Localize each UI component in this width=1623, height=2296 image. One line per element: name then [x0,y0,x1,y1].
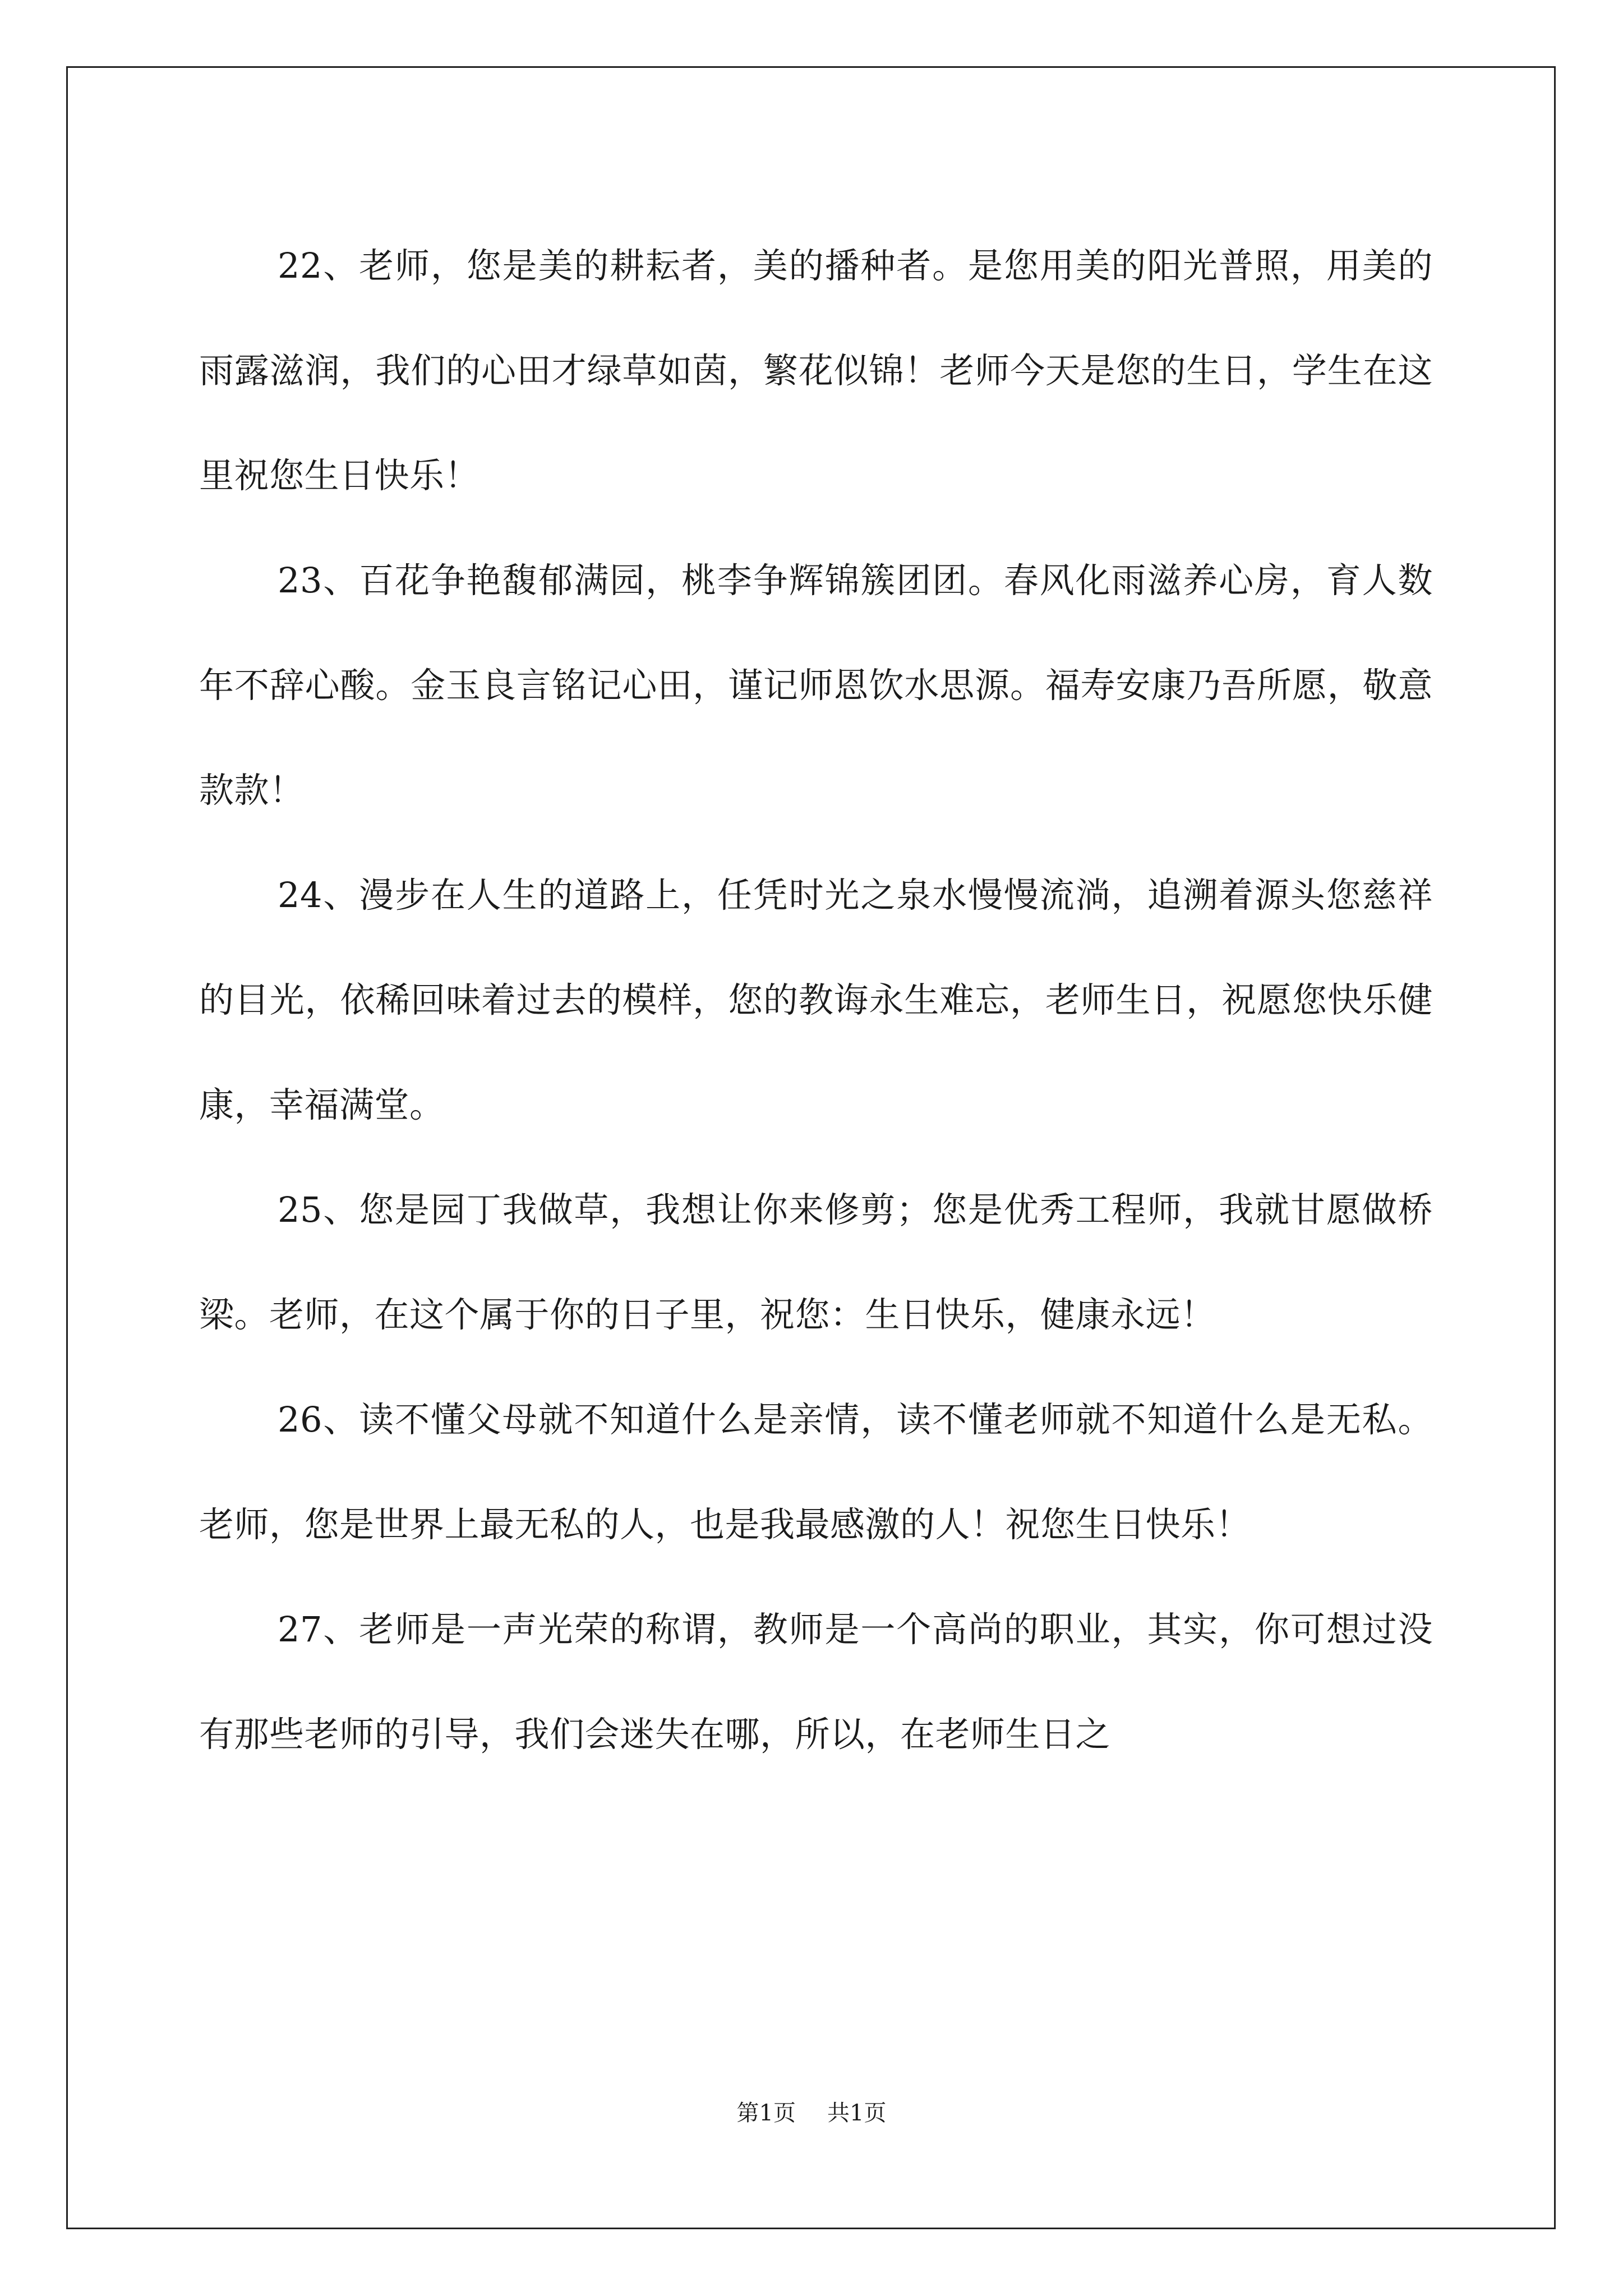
paragraph-25: 25、您是园丁我做草，我想让你来修剪；您是优秀工程师，我就甘愿做桥梁。老师，在这个属于你的日子里，祝您：生日快乐，健康永远！ [199,1189,1433,1335]
page-number-total: 共1页 [827,2100,887,2126]
paragraph-23: 23、百花争艳馥郁满园，桃李争辉锦簇团团。春风化雨滋养心房，育人数年不辞心酸。金玉良言铭记心田，谨记师恩饮水思源。福寿安康乃吾所愿，敬意款款！ [199,560,1433,811]
paragraph-27: 27、老师是一声光荣的称谓，教师是一个高尚的职业，其实，你可想过没有那些老师的引导，我们会迷失在哪，所以，在老师生日之 [199,1609,1433,1755]
paragraph-22: 22、老师，您是美的耕耘者，美的播种者。是您用美的阳光普照，用美的雨露滋润，我们的心田才绿草如茵，繁花似锦！老师今天是您的生日，学生在这里祝您生日快乐！ [199,245,1433,496]
document-body [199,213,1433,2064]
paragraph-24: 24、漫步在人生的道路上，任凭时光之泉水慢慢流淌，追溯着源头您慈祥的目光，依稀回味着过去的模样，您的教诲永生难忘，老师生日，祝愿您快乐健康，幸福满堂。 [199,875,1433,1125]
page-number-current: 第1页 [736,2100,796,2126]
page-footer [0,2095,1623,2127]
paragraph-26: 26、读不懂父母就不知道什么是亲情，读不懂老师就不知道什么是无私。老师，您是世界上最无私的人，也是我最感激的人！祝您生日快乐！ [199,1399,1433,1545]
